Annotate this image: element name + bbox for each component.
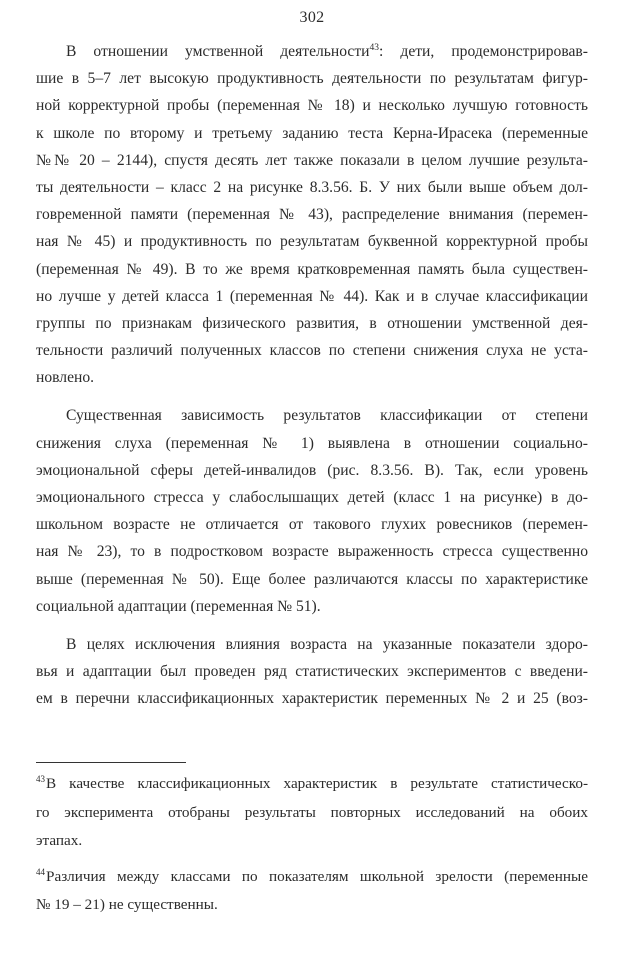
paragraph-line: В целях исключения влияния возраста на указанные показатели здоро- — [66, 635, 588, 653]
footnote-marker: 44 — [36, 866, 45, 877]
paragraph-line: ты деятельности – класс 2 на рисунке 8.3.56. Б. У них были выше объем дол- — [36, 178, 588, 196]
page-number: 302 — [299, 9, 325, 26]
paragraph-line: но лучше у детей класса 1 (переменная № 44). Как и в случае классификации — [36, 287, 588, 305]
text-run: Различия между классами по показателям школьной зрелости (переменные — [46, 867, 588, 885]
footnote-line — [36, 770, 588, 799]
footnote-line: этапах. — [36, 832, 83, 849]
footnote-line: № 19 – 21) не существенны. — [36, 896, 218, 913]
paragraph-line: ной корректурной пробы (переменная № 18) и несколько лучшую готовность — [36, 97, 588, 115]
text-run: В качестве классификационных характеристик в результате статистическо- — [46, 775, 588, 792]
paragraph-line: Существенная зависимость результатов классификации от степени — [66, 407, 588, 425]
paragraph-line: группы по признакам физического развития, в отношении умственной дея- — [36, 314, 588, 332]
footnotes — [36, 770, 588, 920]
paragraph-spacer — [36, 620, 588, 631]
footnote-43 — [36, 770, 588, 856]
footnote-spacer — [36, 856, 588, 863]
paragraph-line: вья и адаптации был проведен ряд статистических экспериментов с введени- — [36, 663, 588, 681]
paragraph-line: шие в 5–7 лет высокую продуктивность деятельности по результатам фигур- — [36, 70, 588, 88]
paragraph-line: снижения слуха (переменная № 1) выявлена в отношении социально- — [36, 434, 588, 452]
paragraph-line: новлено. — [36, 369, 95, 387]
paragraph-line: ем в перечни классификационных характеристик переменных № 2 и 25 (воз- — [36, 690, 588, 708]
paragraph-line: №№ 20 – 2144), спустя десять лет также показали в целом лучшие результа- — [36, 151, 588, 169]
footnote-line: го эксперимента отобраны результаты повторных исследований на обоих — [36, 803, 588, 821]
paragraph-line: выше (переменная № 50). Еще более различаются классы по характеристике — [36, 570, 588, 588]
paragraph-line: тельности различий полученных классов по степени снижения слуха не уста- — [36, 342, 588, 360]
footnote-reference-43[interactable]: 43 — [369, 43, 380, 53]
paragraph-line: к школе по второму и третьему заданию теста Керна-Ирасека (переменные — [36, 124, 588, 142]
paragraph-age-exclusion — [36, 631, 588, 713]
footnote-line — [36, 863, 588, 892]
paragraph-line: эмоциональной сферы детей-инвалидов (рис. 8.3.56. В). Так, если уровень — [36, 461, 588, 479]
paragraph-line: школьном возрасте не отличается от такового глухих ровесников (перемен- — [36, 516, 588, 534]
paragraph-hearing-dependence — [36, 402, 588, 620]
main-text — [36, 38, 588, 713]
footnote-44 — [36, 863, 588, 920]
paragraph-line — [36, 38, 588, 65]
footnote-separator — [36, 762, 186, 763]
paragraph-line: эмоционального стресса у слабослышащих детей (класс 1 на рисунке) в до- — [36, 489, 588, 506]
text-run: В отношении умственной деятельности — [66, 43, 370, 60]
footnote-marker: 43 — [36, 774, 45, 784]
paragraph-line: социальной адаптации (переменная № 51). — [36, 597, 321, 615]
paragraph-line: (переменная № 49). В то же время кратковременная память была существен- — [36, 260, 588, 278]
paragraph-mental-activity — [36, 38, 588, 391]
paragraph-line: говременной памяти (переменная № 43), распределение внимания (перемен- — [36, 206, 588, 224]
paragraph-line: ная № 23), то в подростковом возрасте выраженность стресса существенно — [36, 543, 588, 561]
paragraph-line: ная № 45) и продуктивность по результатам буквенной корректурной пробы — [36, 233, 588, 251]
text-run: : дети, продемонстрировав- — [379, 43, 588, 60]
paragraph-spacer — [36, 391, 588, 402]
